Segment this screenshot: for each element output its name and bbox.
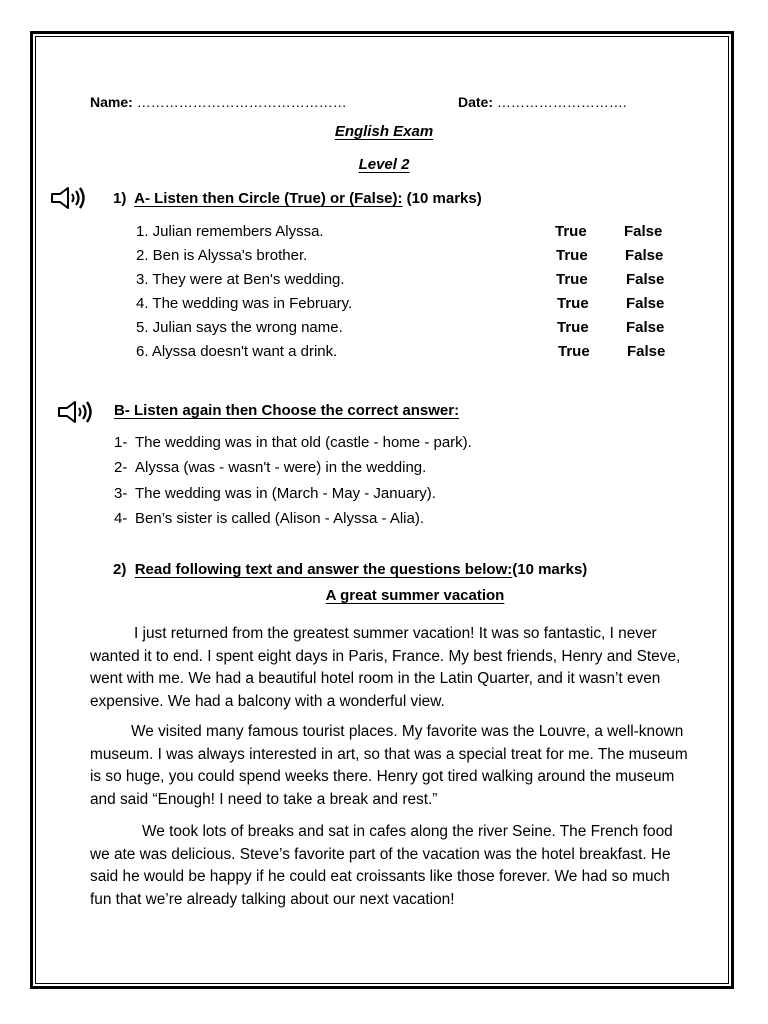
false-option[interactable]: False [626, 295, 665, 312]
name-dots: ……………………………………… [136, 94, 347, 110]
section-2-heading [113, 561, 587, 578]
true-option[interactable]: True [557, 319, 589, 336]
exam-level: Level 2 [358, 156, 410, 173]
section-2-title: Read following text and answer the questions below: [134, 561, 513, 578]
true-option[interactable]: True [558, 343, 590, 360]
mc-question: Ben’s sister is called (Alison - Alyssa - Alia). [135, 510, 424, 527]
name-line [90, 94, 347, 110]
name-label: Name: [90, 94, 133, 110]
section-1b-heading: B- Listen again then Choose the correct answer: [114, 402, 460, 419]
mc-number: 1- [114, 434, 128, 451]
section-1-title: A- Listen then Circle (True) or (False): [134, 190, 403, 207]
section-2-marks: (10 marks) [512, 561, 588, 578]
false-option[interactable]: False [626, 319, 665, 336]
mc-number: 3- [114, 485, 128, 502]
speaker-icon [57, 399, 97, 425]
true-option[interactable]: True [556, 247, 588, 264]
tf-statement: 1. Julian remembers Alyssa. [136, 223, 324, 240]
tf-statement: 2. Ben is Alyssa's brother. [136, 247, 308, 264]
false-option[interactable]: False [625, 247, 664, 264]
true-option[interactable]: True [557, 295, 589, 312]
true-option[interactable]: True [556, 271, 588, 288]
date-line [458, 94, 627, 110]
false-option[interactable]: False [624, 223, 663, 240]
mc-question: Alyssa (was - wasn't - were) in the wedding. [135, 459, 427, 476]
story-title: A great summer vacation [325, 587, 505, 604]
tf-statement: 5. Julian says the wrong name. [136, 319, 343, 336]
exam-title: English Exam [334, 123, 434, 140]
false-option[interactable]: False [627, 343, 666, 360]
section-2-number: 2) [113, 561, 127, 578]
tf-statement: 3. They were at Ben's wedding. [136, 271, 345, 288]
tf-statement: 4. The wedding was in February. [136, 295, 353, 312]
section-1-heading [113, 190, 482, 207]
false-option[interactable]: False [626, 271, 665, 288]
date-label: Date: [458, 94, 494, 110]
true-option[interactable]: True [555, 223, 587, 240]
mc-number: 2- [114, 459, 128, 476]
reading-paragraph-3 [90, 821, 690, 911]
paragraph-text: We visited many famous tourist places. My favorite was the Louvre, a well-known museum. I was always interested in art, so that was a special treat for me. The museum is so huge, you could spend weeks there. Henry got tired walking around the museum and said “Enough! I need to take a break and rest.” [90, 723, 688, 808]
section-1-marks: (10 marks) [406, 190, 482, 207]
date-dots: ………………………. [496, 94, 627, 110]
reading-paragraph-2 [90, 721, 690, 811]
paragraph-text: We took lots of breaks and sat in cafes along the river Seine. The French food we ate was delicious. Steve’s favorite part of the vacation was the hotel breakfast. He said he would be happy if he could eat croissants like those forever. We had so much fun that we’re already talking about our next vacation! [90, 823, 673, 908]
reading-paragraph-1 [90, 623, 690, 713]
paragraph-text: I just returned from the greatest summer vacation! It was so fantastic, I never wanted it to end. I spent eight days in Paris, France. My best friends, Henry and Steve, went with me. We had a beautiful hotel room in the Latin Quarter, and it wasn’t even expensive. We had a balcony with a wonderful view. [90, 625, 681, 710]
mc-number: 4- [114, 510, 128, 527]
mc-question: The wedding was in (March - May - January). [135, 485, 436, 502]
speaker-icon [50, 185, 90, 211]
mc-question: The wedding was in that old (castle - home - park). [135, 434, 472, 451]
tf-statement: 6. Alyssa doesn't want a drink. [136, 343, 338, 360]
section-1-number: 1) [113, 190, 127, 207]
